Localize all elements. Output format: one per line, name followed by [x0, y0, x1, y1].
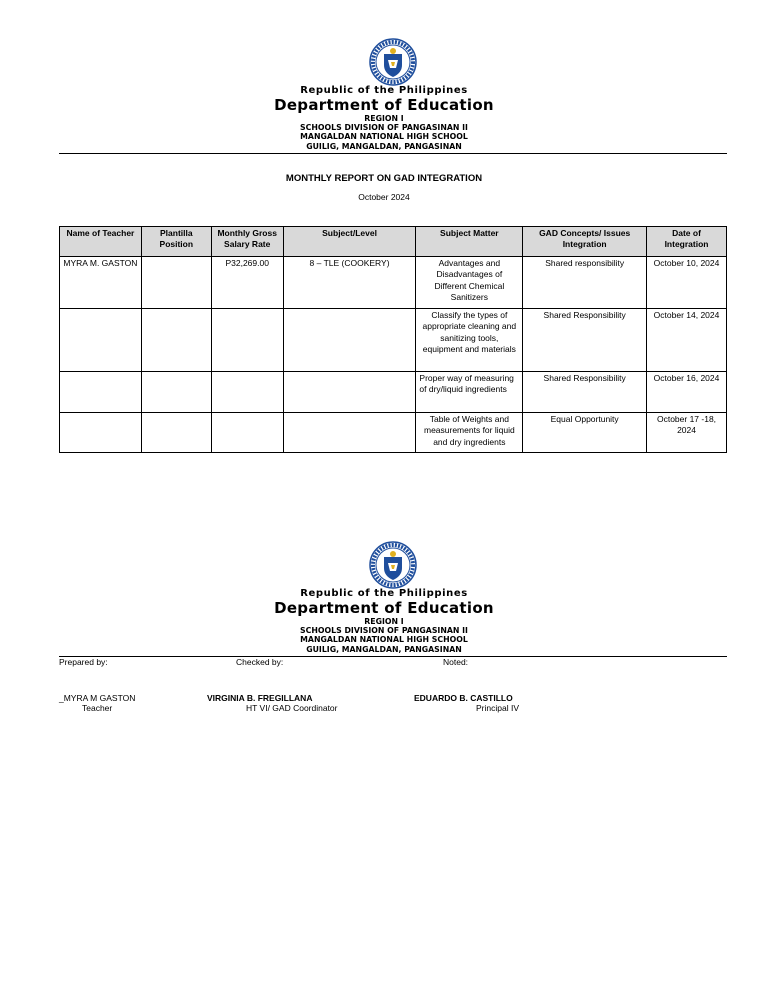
cell-matter: Advantages and Disadvantages of Different Chemical Sanitizers	[416, 257, 523, 309]
table-row	[60, 309, 727, 372]
cell-gad: Equal Opportunity	[523, 413, 647, 453]
address-line: GUILIG, MANGALDAN, PANGASINAN	[306, 142, 462, 151]
cell-gad: Shared Responsibility	[523, 309, 647, 372]
region-line: REGION I	[364, 114, 404, 123]
cell-date: October 14, 2024	[647, 309, 727, 372]
cell-salary	[211, 413, 283, 453]
header-divider	[59, 656, 727, 657]
noted-by-title: Principal IV	[476, 703, 519, 713]
cell-gad: Shared Responsibility	[523, 372, 647, 413]
address-line: GUILIG, MANGALDAN, PANGASINAN	[306, 645, 462, 654]
col-header-plantilla: Plantilla Position	[141, 227, 211, 257]
cell-plantilla	[141, 309, 211, 372]
cell-plantilla	[141, 372, 211, 413]
col-header-subject: Subject/Level	[283, 227, 416, 257]
col-header-gad: GAD Concepts/ Issues Integration	[523, 227, 647, 257]
cell-teacher	[60, 309, 142, 372]
col-header-date: Date of Integration	[647, 227, 727, 257]
cell-subject	[283, 413, 416, 453]
cell-teacher: MYRA M. GASTON	[60, 257, 142, 309]
deped-seal-icon	[369, 38, 417, 86]
gad-report-table	[59, 226, 727, 453]
cell-plantilla	[141, 257, 211, 309]
division-line: SCHOOLS DIVISION OF PANGASINAN II	[300, 123, 468, 132]
table-row	[60, 257, 727, 309]
republic-heading: Republic of the Philippines	[300, 85, 468, 96]
cell-date: October 17 -18, 2024	[647, 413, 727, 453]
cell-gad: Shared responsibility	[523, 257, 647, 309]
checked-by-title: HT VI/ GAD Coordinator	[246, 703, 338, 713]
cell-teacher	[60, 372, 142, 413]
republic-heading: Republic of the Philippines	[300, 588, 468, 599]
cell-teacher	[60, 413, 142, 453]
deped-seal-icon	[369, 541, 417, 589]
department-heading: Department of Education	[274, 599, 494, 617]
cell-salary: P32,269.00	[211, 257, 283, 309]
prepared-by-label: Prepared by:	[59, 657, 108, 667]
noted-by-name: EDUARDO B. CASTILLO	[414, 693, 513, 703]
prepared-by-name: _MYRA M GASTON	[59, 693, 136, 703]
cell-matter: Classify the types of appropriate cleaning and sanitizing tools, equipment and materials	[416, 309, 523, 372]
noted-label: Noted:	[443, 657, 469, 667]
cell-salary	[211, 372, 283, 413]
cell-date: October 16, 2024	[647, 372, 727, 413]
checked-by-name: VIRGINIA B. FREGILLANA	[207, 693, 313, 703]
department-heading: Department of Education	[274, 96, 494, 114]
school-line: MANGALDAN NATIONAL HIGH SCHOOL	[300, 635, 468, 644]
table-row	[60, 372, 727, 413]
cell-subject	[283, 372, 416, 413]
school-line: MANGALDAN NATIONAL HIGH SCHOOL	[300, 132, 468, 141]
cell-plantilla	[141, 413, 211, 453]
col-header-teacher: Name of Teacher	[60, 227, 142, 257]
report-title: MONTHLY REPORT ON GAD INTEGRATION	[285, 173, 483, 184]
header-divider	[59, 153, 727, 154]
division-line: SCHOOLS DIVISION OF PANGASINAN II	[300, 626, 468, 635]
cell-subject	[283, 309, 416, 372]
region-line: REGION I	[364, 617, 404, 626]
col-header-matter: Subject Matter	[416, 227, 523, 257]
cell-matter: Table of Weights and measurements for liquid and dry ingredients	[416, 413, 523, 453]
cell-date: October 10, 2024	[647, 257, 727, 309]
report-period: October 2024	[358, 192, 410, 202]
cell-matter: Proper way of measuring of dry/liquid ingredients	[416, 372, 523, 413]
checked-by-label: Checked by:	[236, 657, 284, 667]
prepared-by-title: Teacher	[82, 703, 113, 713]
table-row	[60, 413, 727, 453]
cell-subject: 8 – TLE (COOKERY)	[283, 257, 416, 309]
col-header-salary: Monthly Gross Salary Rate	[211, 227, 283, 257]
cell-salary	[211, 309, 283, 372]
table-header-row	[60, 227, 727, 257]
